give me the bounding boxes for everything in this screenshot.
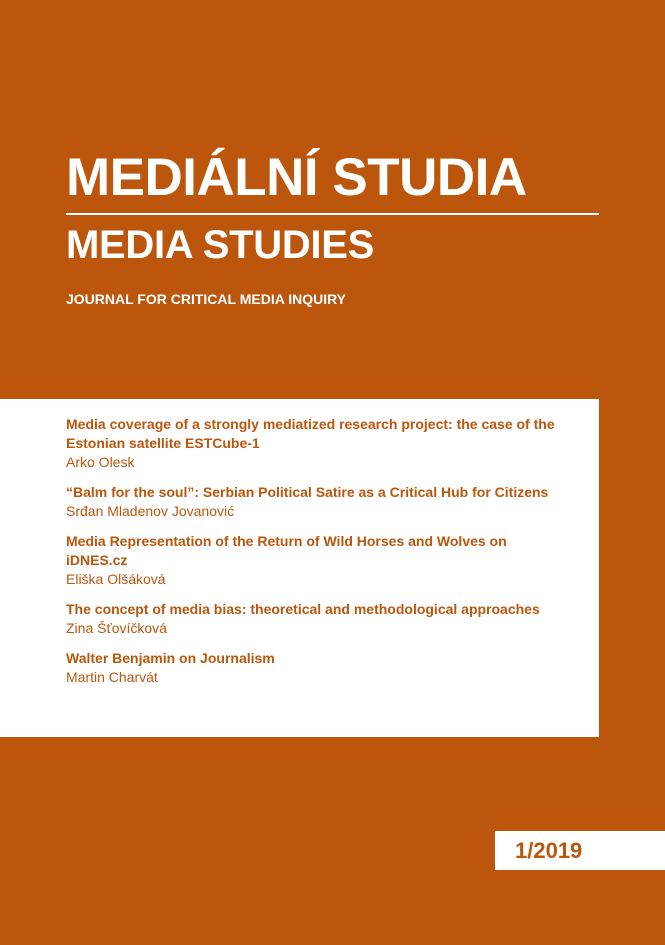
article-author: Martin Charvát — [66, 669, 158, 685]
title-divider — [66, 213, 599, 215]
article-title: Media coverage of a strongly mediatized research project: the case of the Estonian satellite ESTCube-1 — [66, 416, 555, 451]
article-entry — [66, 532, 599, 589]
article-entry — [66, 415, 599, 472]
article-entry — [66, 483, 599, 521]
article-title: The concept of media bias: theoretical and methodological approaches — [66, 601, 540, 617]
article-entry — [66, 649, 599, 687]
article-title: Media Representation of the Return of Wild Horses and Wolves on iDNES.cz — [66, 533, 507, 568]
article-entry — [66, 600, 599, 638]
article-author: Arko Olesk — [66, 454, 135, 470]
issue-number: 1/2019 — [495, 831, 665, 870]
article-title: Walter Benjamin on Journalism — [66, 650, 275, 666]
journal-title-czech: MEDIÁLNÍ STUDIA — [66, 148, 527, 207]
journal-subtitle: JOURNAL FOR CRITICAL MEDIA INQUIRY — [66, 291, 347, 307]
article-author: Srđan Mladenov Jovanović — [66, 503, 235, 519]
article-author: Zina Šťovíčková — [66, 620, 167, 636]
journal-title-english: MEDIA STUDIES — [66, 223, 374, 267]
table-of-contents — [0, 399, 599, 737]
article-author: Eliška Olšáková — [66, 571, 166, 587]
article-title: “Balm for the soul”: Serbian Political Satire as a Critical Hub for Citizens — [66, 484, 549, 500]
